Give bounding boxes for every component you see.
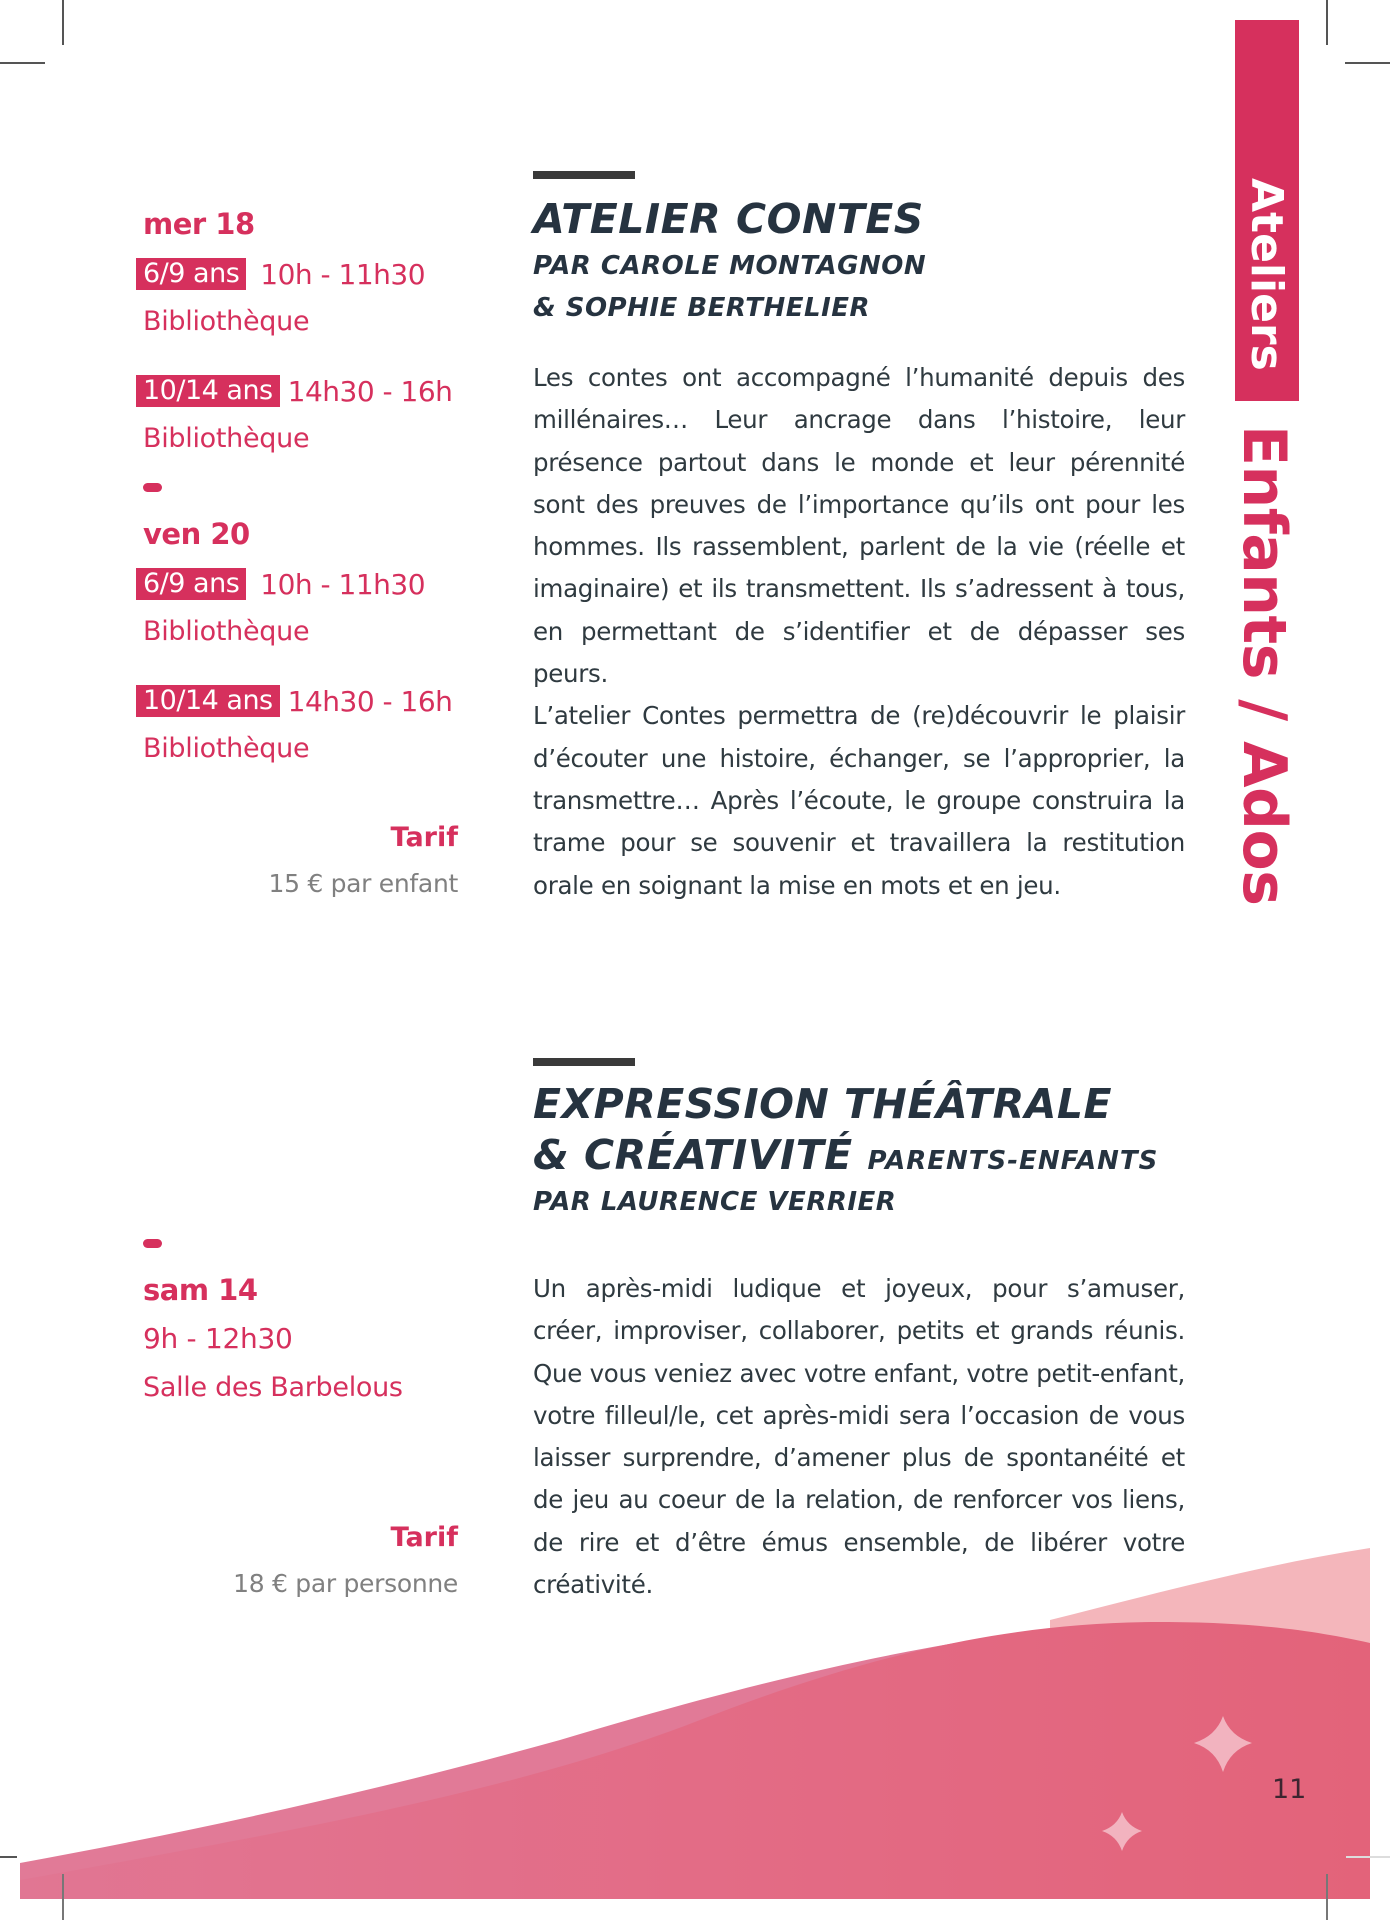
- location: Bibliothèque: [143, 306, 310, 337]
- location: Bibliothèque: [143, 616, 310, 647]
- event-day: sam 14: [143, 1273, 258, 1307]
- location: Bibliothèque: [143, 733, 310, 764]
- event-day: mer 18: [143, 207, 255, 241]
- tarif-value: 15 € par enfant: [268, 869, 458, 898]
- age-badge: 6/9 ans: [136, 568, 246, 600]
- location: Salle des Barbelous: [143, 1372, 403, 1403]
- age-badge: 6/9 ans: [136, 258, 246, 290]
- time-range: 10h - 11h30: [260, 257, 426, 291]
- wave-main: [20, 1622, 1370, 1899]
- event-day: ven 20: [143, 517, 250, 551]
- page-number: 11: [1272, 1774, 1307, 1805]
- event-presenter: PAR CAROLE MONTAGNON: [533, 251, 927, 281]
- time-range: 14h30 - 16h: [287, 374, 453, 408]
- description-paragraph: L’atelier Contes permettra de (re)découvrir le plaisir d’écouter une histoire, échanger, se l’approprier, la transmettre… Après l’écoute, le groupe construira la trame pour se souvenir et travaillera la restitution orale en soignant la mise en mots et en jeu.: [533, 701, 1185, 900]
- event-title: ATELIER CONTES: [533, 195, 924, 243]
- time-range: 9h - 12h30: [143, 1322, 293, 1355]
- event-audience: PARENTS-ENFANTS: [867, 1146, 1159, 1176]
- event-title-part: & CRÉATIVITÉ: [533, 1131, 853, 1179]
- description-paragraph: Un après-midi ludique et joyeux, pour s’amuser, créer, improviser, collaborer, petits et grands réunis. Que vous veniez avec votre enfant, votre petit-enfant, votre filleul/le, cet après-midi sera l’occasion de vous laisser surprendre, d’amener plus de spontanéité et de jeu au coeur de la relation, de renforcer vos liens, de rire et d’être émus ensemble, de libérer votre créativité.: [533, 1274, 1185, 1600]
- description-paragraph: Les contes ont accompagné l’humanité depuis des millénaires… Leur ancrage dans l’histoire, leur présence partout dans le monde et leur pérennité sont des preuves de l’importance qu’ils ont pour les hommes. Ils rassemblent, parlent de la vie (réelle et imaginaire) et ils transmettent. Ils s’adressent à tous, en permettant de s’identifier et de dépasser ses peurs.: [533, 363, 1185, 689]
- audience-label: Enfants / Ados: [1229, 425, 1299, 906]
- tarif-value: 18 € par personne: [233, 1569, 458, 1598]
- event-title: EXPRESSION THÉÂTRALE: [533, 1080, 1113, 1128]
- tarif-label: Tarif: [390, 1522, 458, 1553]
- event-presenter: PAR LAURENCE VERRIER: [533, 1187, 897, 1217]
- event-presenter: & SOPHIE BERTHELIER: [533, 293, 871, 323]
- time-range: 14h30 - 16h: [287, 684, 453, 718]
- time-range: 10h - 11h30: [260, 567, 426, 601]
- category-label: Ateliers: [1241, 178, 1292, 371]
- age-badge: 10/14 ans: [136, 375, 280, 407]
- age-badge: 10/14 ans: [136, 685, 280, 717]
- location: Bibliothèque: [143, 423, 310, 454]
- tarif-label: Tarif: [390, 822, 458, 853]
